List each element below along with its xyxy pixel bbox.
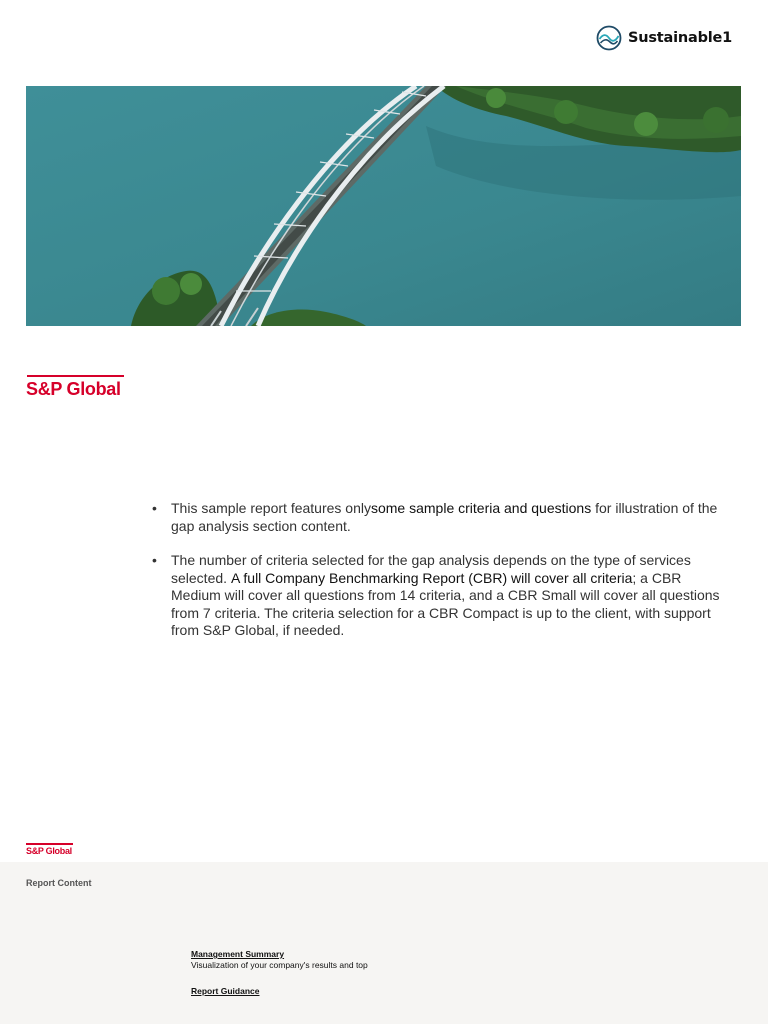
note-bullet-list [152, 500, 732, 657]
toc-title[interactable]: Management Summary [191, 949, 285, 959]
toc-item-report-guidance[interactable] [191, 986, 259, 996]
section-label: Report Content [26, 878, 92, 888]
toc-item-management-summary[interactable] [191, 949, 368, 970]
report-content-band [0, 862, 768, 1024]
bullet-dot-icon: • [152, 552, 157, 568]
note-bullet-1 [152, 500, 732, 535]
footer-brand-rule [26, 843, 73, 845]
note-bullet-2 [152, 552, 732, 640]
hero-bridge-photo [26, 86, 741, 326]
bullet-1-text: This sample report features onlysome sample criteria and questions for illustration of the gap analysis section content. [171, 500, 718, 534]
sp-global-logo: S&P Global [26, 379, 121, 399]
bullet-2-text: The number of criteria selected for the gap analysis depends on the type of services selected. A full Company Benchmarking Report (CBR) will cover all criteria; a CBR Medium will cover all questions from 14 criteria, and a CBR Small will cover all questions from 7 criteria. The criteria selection for a CBR Compact is up to the client, with support from S&P Global, if needed. [171, 552, 720, 638]
toc-title[interactable]: Report Guidance [191, 986, 260, 996]
sp-global-brand-rule [27, 375, 124, 377]
bullet-dot-icon: • [152, 500, 157, 516]
sustainable1-logo-text: Sustainable1 [628, 30, 733, 46]
footer-sp-global-logo: S&P Global [26, 846, 72, 856]
sustainable1-logo [596, 24, 732, 52]
sustainable1-wave-icon [596, 25, 622, 51]
toc-description: Visualization of your company's results and top [191, 960, 368, 970]
